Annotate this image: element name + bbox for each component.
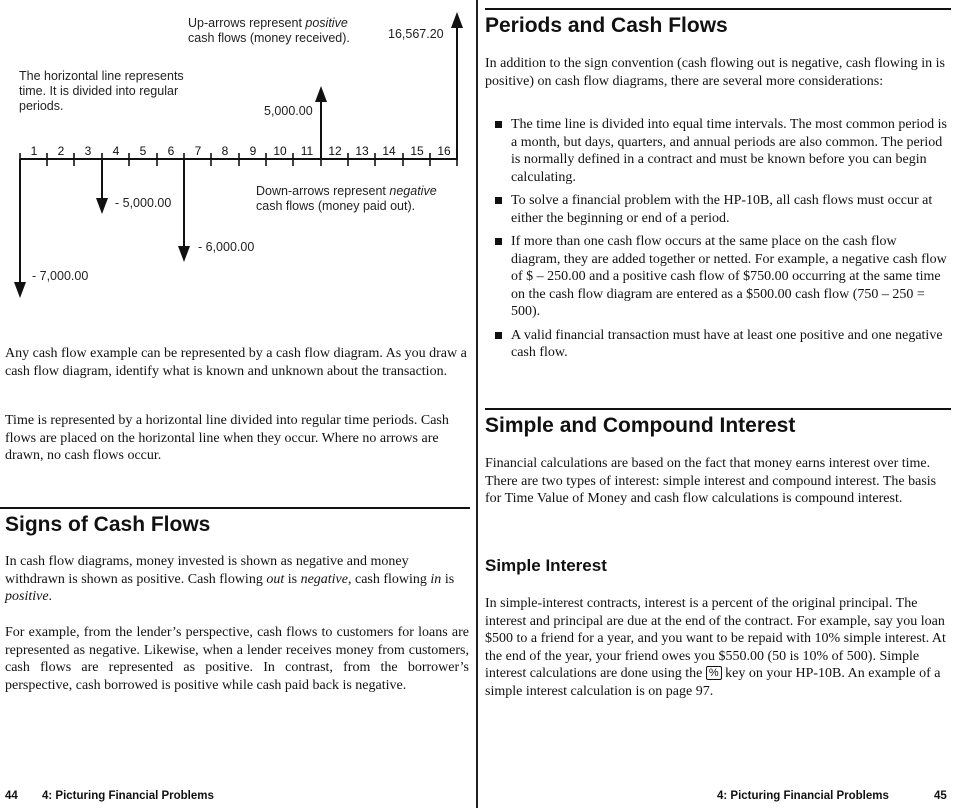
footer-page-number: 45 xyxy=(934,790,947,802)
simple-interest-paragraph: In simple-interest contracts, interest is a percent of the original principal. The interest and principal are due at the end of the contract. For example, say you loan $500 to a friend for a year, and you want to be repaid with 10% simple interest. At the end of the year, your friend owes you $550.00 (50 is 10% of 500). Simple interest calculations are done using the % key on your HP-10B. An example of a simple interest calculation is on page 97. xyxy=(485,596,946,699)
arrow-down-6000 xyxy=(178,159,190,262)
bullet-icon xyxy=(495,121,502,128)
intro-paragraph-2: Time is represented by a horizontal line divided into regular time periods. Cash flows are placed on the horizontal line when they occur. Where no arrows are drawn, no cash flows occur. xyxy=(5,413,449,463)
list-item: A valid financial transaction must have at least one positive and one negative cash flow. xyxy=(485,327,949,362)
section-rule xyxy=(485,8,951,10)
period-label: 16 xyxy=(437,144,451,158)
arrow-up-16567 xyxy=(451,12,463,159)
amount-16567: 16,567.20 xyxy=(388,27,444,41)
section-rule xyxy=(485,408,951,410)
cash-flow-diagram xyxy=(0,0,476,330)
amount-5000-positive: 5,000.00 xyxy=(264,104,313,118)
period-label: 5 xyxy=(139,144,147,158)
bullet-icon xyxy=(495,197,502,204)
footer-chapter-title: 4: Picturing Financial Problems xyxy=(42,790,214,802)
footer-chapter-title: 4: Picturing Financial Problems xyxy=(717,790,889,802)
period-label: 9 xyxy=(249,144,257,158)
simple-interest-heading: Simple Interest xyxy=(485,556,607,575)
period-label: 8 xyxy=(221,144,229,158)
horizontal-line-label: The horizontal line represents time. It is divided into regular periods. xyxy=(19,69,184,113)
left-page xyxy=(0,0,476,808)
period-label: 10 xyxy=(273,144,287,158)
period-label: 13 xyxy=(355,144,369,158)
periods-intro: In addition to the sign convention (cash flowing out is negative, cash flowing in is positive) on cash flow diagrams, there are several more considerations: xyxy=(485,56,945,89)
up-arrows-label: Up-arrows represent positive cash flows (money received). xyxy=(188,16,350,45)
percent-key: % xyxy=(706,666,722,680)
period-label: 12 xyxy=(328,144,342,158)
period-label: 2 xyxy=(57,144,65,158)
periods-heading: Periods and Cash Flows xyxy=(485,14,728,37)
signs-paragraph-2: For example, from the lender’s perspective, cash flows to customers for loans are represented as negative. Likewise, when a lender receives money from customers, cash flows are represented as positive. In contrast, from the borrower’s perspective, cash borrowed is positive while cash paid back is negative. xyxy=(5,625,469,693)
period-label: 6 xyxy=(167,144,175,158)
considerations-list xyxy=(485,116,949,368)
bullet-icon xyxy=(495,238,502,245)
period-label: 3 xyxy=(84,144,92,158)
down-arrows-label: Down-arrows represent negative cash flows (money paid out). xyxy=(256,184,437,213)
period-label: 15 xyxy=(410,144,424,158)
amount-7000-negative: - 7,000.00 xyxy=(32,269,89,283)
right-page xyxy=(477,0,954,808)
bullet-icon xyxy=(495,332,502,339)
amount-5000-negative: - 5,000.00 xyxy=(115,196,172,210)
interest-heading: Simple and Compound Interest xyxy=(485,414,796,437)
interest-paragraph: Financial calculations are based on the fact that money earns interest over time. There are two types of interest: simple interest and compound interest. The basis for Time Value of Money and cash flow calculations is compound interest. xyxy=(485,456,937,506)
amount-6000-negative: - 6,000.00 xyxy=(198,240,255,254)
list-item: The time line is divided into equal time intervals. The most common period is a month, but days, quarters, and annual periods are also common. The period is normally defined in a contract and must be known before you can begin calculating. xyxy=(485,116,949,186)
section-rule xyxy=(0,507,470,509)
signs-paragraph-1: In cash flow diagrams, money invested is shown as negative and money withdrawn is shown as positive. Cash flowing out is negative, cash flowing in is positive. xyxy=(5,554,455,604)
footer-page-number: 44 xyxy=(5,790,18,802)
arrow-down-7000 xyxy=(14,159,26,298)
list-item: To solve a financial problem with the HP-10B, all cash flows must occur at either the beginning or end of a period. xyxy=(485,192,949,227)
signs-heading: Signs of Cash Flows xyxy=(5,513,211,536)
arrow-down-5000 xyxy=(96,159,108,214)
intro-paragraph-1: Any cash flow example can be represented by a cash flow diagram. As you draw a cash flow diagram, identify what is known and unknown about the transaction. xyxy=(5,346,467,379)
period-label: 11 xyxy=(300,144,314,158)
period-label: 7 xyxy=(194,144,202,158)
period-label: 4 xyxy=(112,144,120,158)
period-label: 14 xyxy=(382,144,396,158)
period-label: 1 xyxy=(30,144,38,158)
list-item: If more than one cash flow occurs at the same place on the cash flow diagram, they are added together or netted. For example, a negative cash flow of $ – 250.00 and a positive cash flow of $750.00 occurring at the same time on the cash flow diagram are entered as a $500.00 cash flow (750 – 250 = 500). xyxy=(485,233,949,321)
